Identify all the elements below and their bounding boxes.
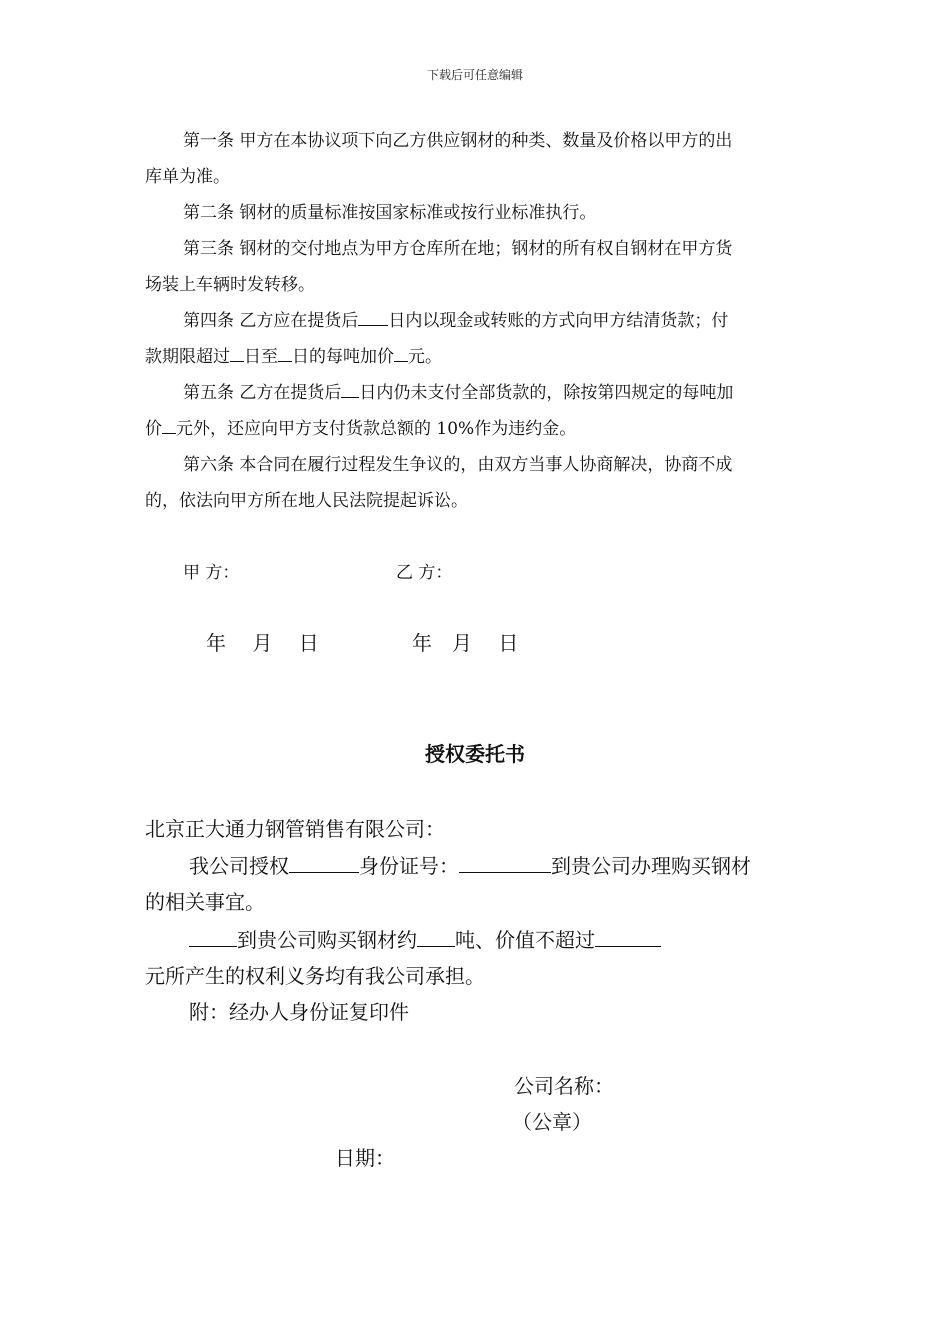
clause-2-line-1: 第二条 钢材的质量标准按国家标准或按行业标准执行。 — [183, 203, 597, 223]
clause-3-line-1: 第三条 钢材的交付地点为甲方仓库所在地；钢材的所有权自钢材在甲方货 — [183, 239, 733, 259]
auth-paragraph-1-line-1 — [189, 850, 751, 879]
clause-4-text-d: 日至 — [244, 347, 278, 367]
clause-5-text-d: 元外，还应向甲方支付货款总额的 10%作为违约金。 — [176, 419, 577, 439]
party-b-date: 年 月 日 — [412, 631, 519, 655]
clause-4-text-e: 日的每吨加价 — [292, 347, 394, 367]
clause-1-line-1: 第一条 甲方在本协议项下向乙方供应钢材的种类、数量及价格以甲方的出 — [183, 131, 733, 151]
clause-5-line-1 — [183, 378, 733, 403]
blank-days-overdue — [341, 379, 359, 398]
clause-1-line-2: 库单为准。 — [145, 167, 230, 187]
auth-text-buy: 到贵公司购买钢材约 — [237, 928, 417, 952]
auth-paragraph-1-line-2: 的相关事宜。 — [145, 890, 265, 914]
clause-5-line-2 — [145, 414, 576, 439]
blank-purchaser — [189, 928, 237, 947]
clause-5-text-b: 日内仍未支付全部货款的，除按第四规定的每吨加 — [359, 383, 734, 403]
company-seal-label: （公章） — [512, 1110, 592, 1134]
blank-day-to — [278, 343, 292, 362]
date-label: 日期： — [335, 1146, 395, 1170]
clause-4-line-1 — [183, 306, 728, 331]
blank-surcharge — [162, 415, 176, 434]
auth-text-id: 身份证号： — [359, 854, 459, 878]
addressee: 北京正大通力钢管销售有限公司： — [145, 817, 445, 841]
clause-4-text-b: 日内以现金或转账的方式向甲方结清货款；付 — [388, 311, 729, 331]
clause-3-line-2: 场装上车辆时发转移。 — [145, 275, 315, 295]
party-b-label: 乙 方： — [396, 563, 453, 583]
clause-4-text-f: 元。 — [408, 347, 442, 367]
clause-4-text-c: 款期限超过 — [145, 347, 230, 367]
blank-day-from — [230, 343, 244, 362]
clause-5-text-a: 第五条 乙方在提货后 — [183, 383, 342, 403]
blank-agent-name — [289, 854, 359, 873]
party-a-label: 甲 方： — [183, 563, 240, 583]
blank-price — [394, 343, 408, 362]
clause-4-text-a: 第四条 乙方应在提货后 — [183, 311, 359, 331]
auth-text-grant: 我公司授权 — [189, 854, 289, 878]
party-a-date: 年 月 日 — [206, 631, 319, 655]
attachment-note: 附：经办人身份证复印件 — [189, 1000, 409, 1024]
blank-id-number — [459, 854, 551, 873]
auth-text-purchase: 到贵公司办理购买钢材 — [551, 854, 751, 878]
authorization-title: 授权委托书 — [425, 742, 525, 766]
blank-days — [358, 307, 388, 326]
auth-paragraph-2-line-1 — [189, 924, 661, 953]
clause-6-line-2: 的，依法向甲方所在地人民法院提起诉讼。 — [145, 491, 468, 511]
blank-tonnage — [417, 928, 455, 947]
company-name-label: 公司名称： — [514, 1074, 614, 1098]
clause-4-line-2 — [145, 342, 442, 367]
page-header: 下载后可任意编辑 — [426, 68, 523, 82]
auth-text-value: 吨、价值不超过 — [455, 928, 595, 952]
clause-5-text-c: 价 — [145, 419, 162, 439]
auth-paragraph-2-line-2: 元所产生的权利义务均有我公司承担。 — [145, 964, 485, 988]
clause-6-line-1: 第六条 本合同在履行过程发生争议的，由双方当事人协商解决，协商不成 — [183, 455, 733, 475]
blank-value — [595, 928, 661, 947]
